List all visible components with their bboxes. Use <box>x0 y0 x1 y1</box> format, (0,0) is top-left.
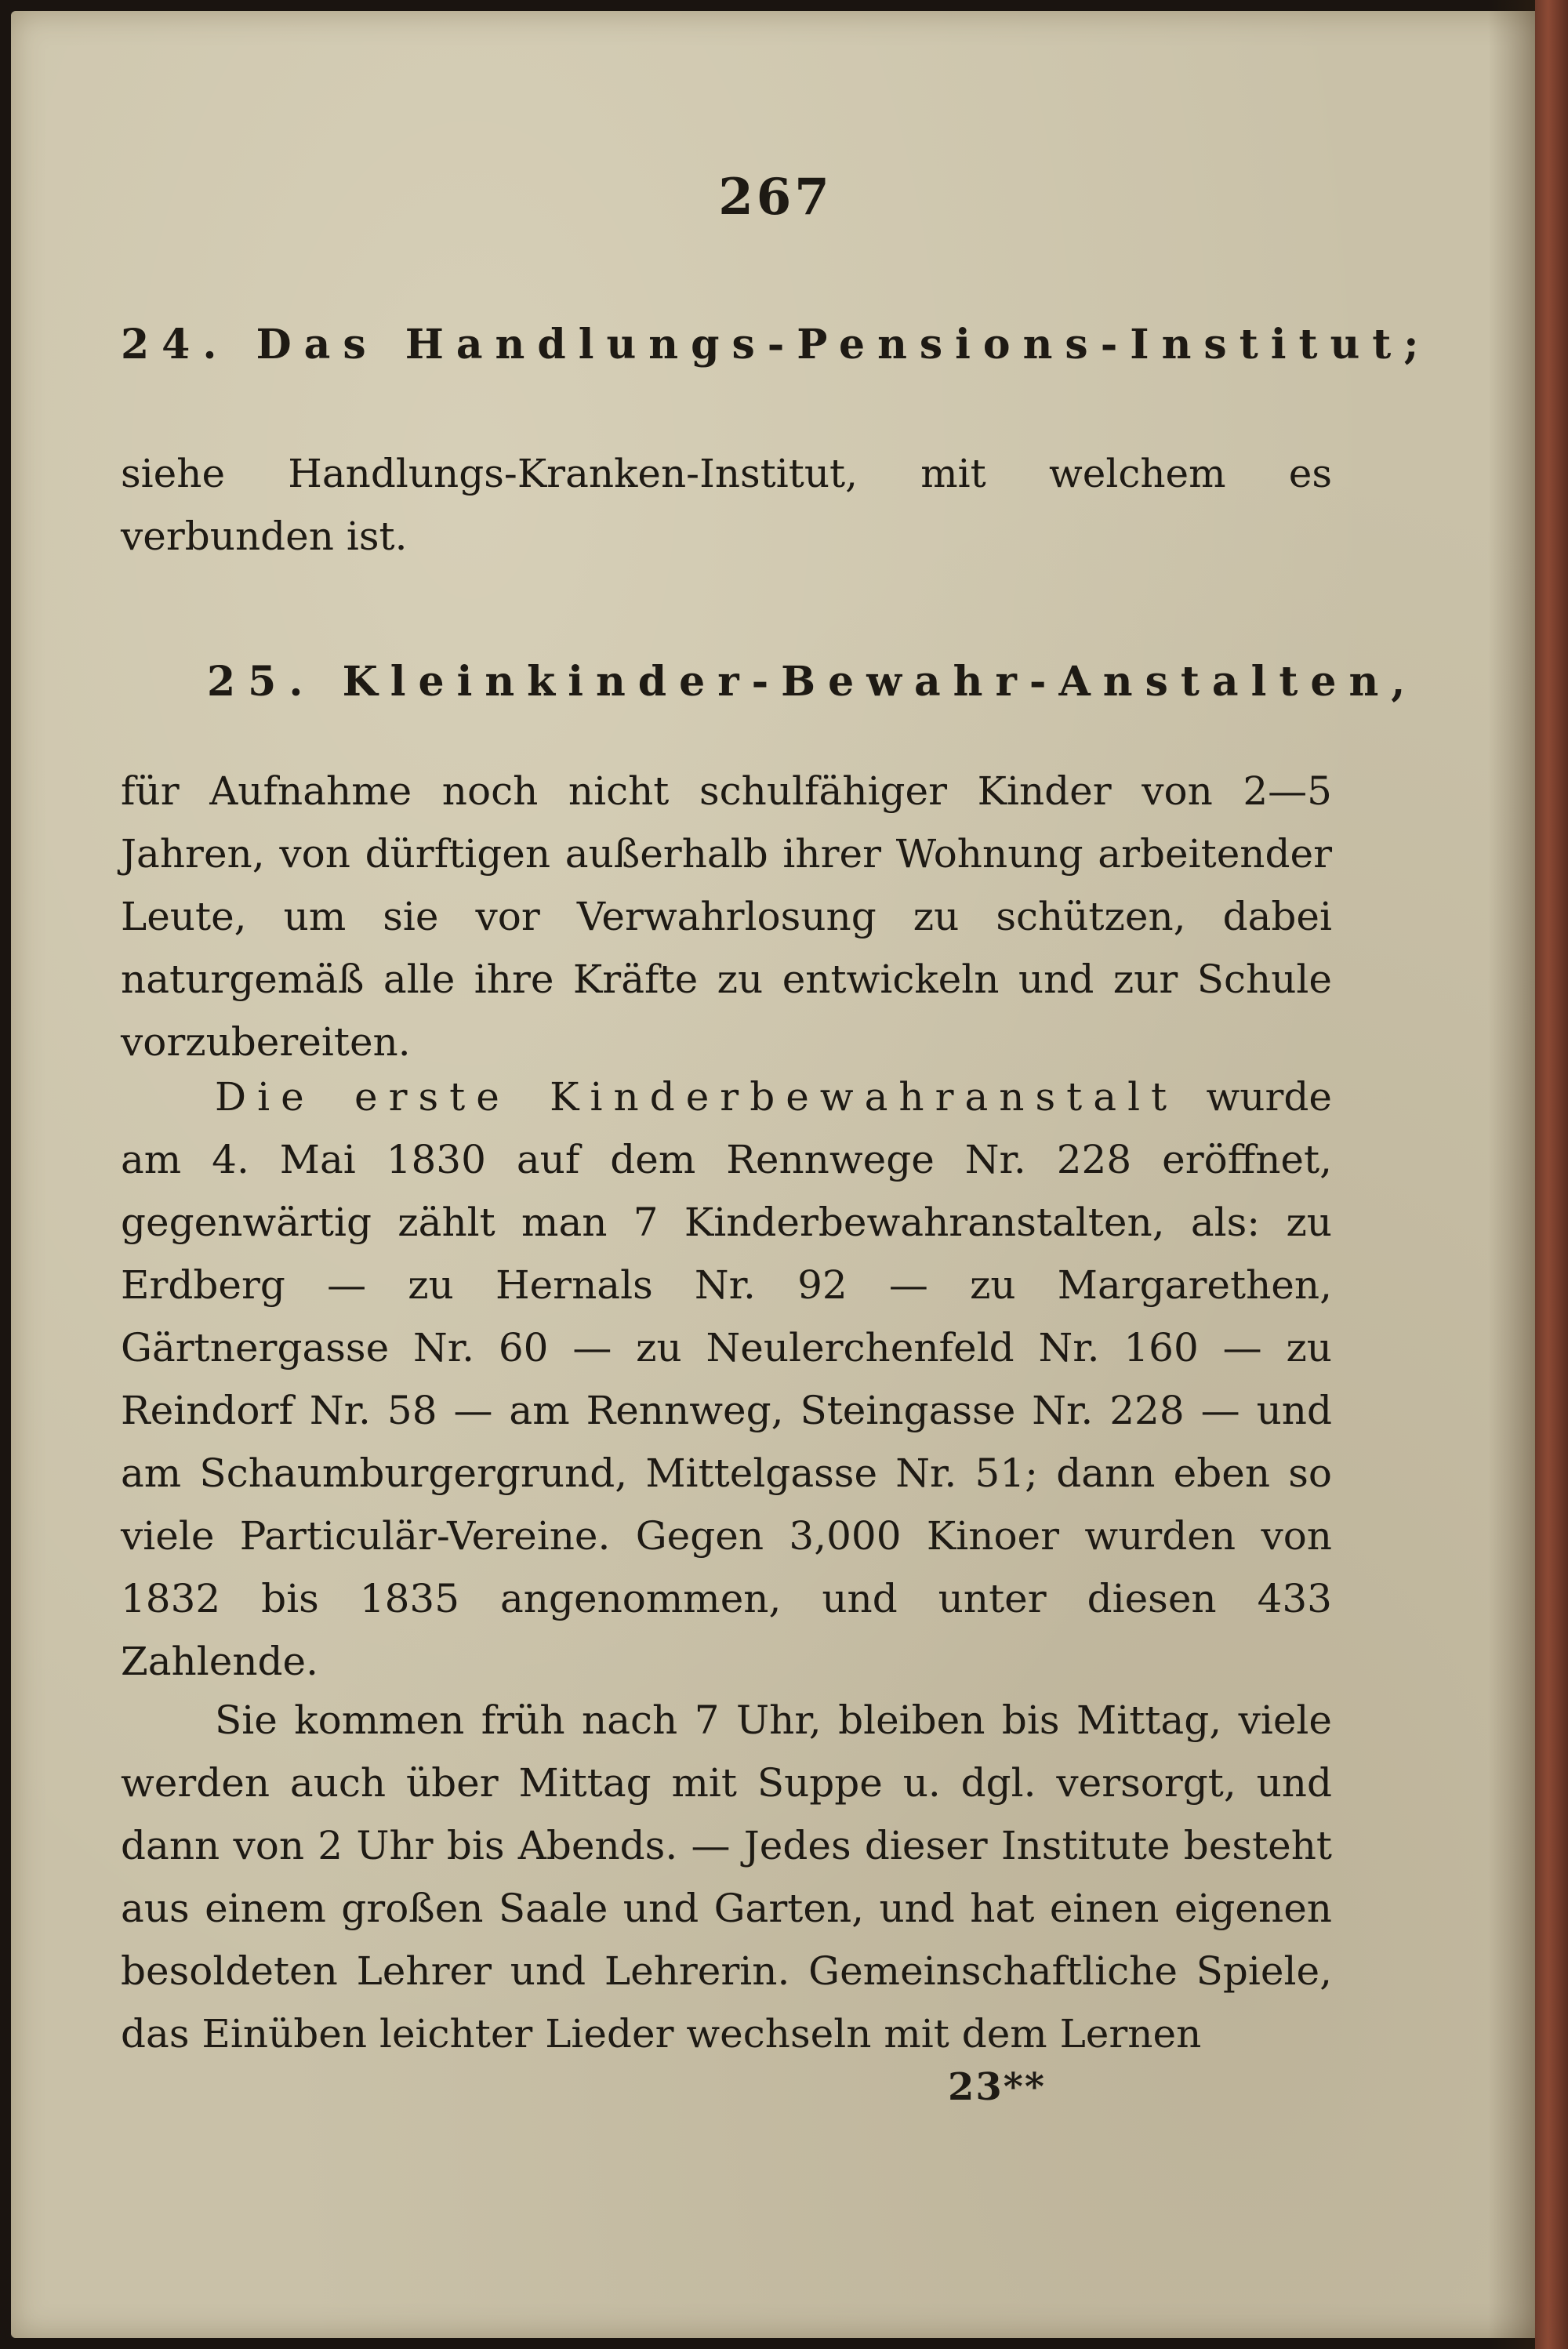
entry-24-heading: 24. Das Handlungs-Pensions-Institut; <box>121 321 1432 369</box>
entry-25-intro: für Aufnahme noch nicht schulfähiger Kinder von 2—5 Jahren, von dürftigen außerhalb ihrer Wohnung arbeitender Leute, um sie vor Verwahrlosung zu schützen, dabei naturgemäß alle ihre Kräfte zu entwickeln und zur Schule vorzubereiten. <box>121 768 1332 1065</box>
entry-24-body: siehe Handlungs-Kranken-Institut, mit welchem es verbunden ist. <box>121 451 1332 559</box>
spaced-emphasis: Die erste Kinderbewahranstalt <box>215 1074 1178 1120</box>
page-number: 267 <box>718 168 833 227</box>
paragraph-1-text: wurde am 4. Mai 1830 auf dem Rennwege Nr. 228 eröffnet, gegenwärtig zählt man 7 Kinderbewahranstalten, als: zu Erdberg — zu Hernals Nr. 92 — zu Margarethen, Gärtnergasse Nr. 60 — zu Neulerchenfeld Nr. 160 — zu Reindorf Nr. 58 — am Rennweg, Steingasse Nr. 228 — und am Schaumburgergrund, Mittelgasse Nr. 51; dann eben so viele Particulär-Vereine. Gegen 3,000 Kinoer wurden von 1832 bis 1835 angenommen, und unter diesen 433 Zahlende. <box>121 1074 1332 1684</box>
signature-mark: 23** <box>948 2065 1046 2109</box>
entry-25-paragraph-2: Sie kommen früh nach 7 Uhr, bleiben bis Mittag, viele werden auch über Mittag mit Suppe u. dgl. versorgt, und dann von 2 Uhr bis Abends. — Jedes dieser Institute besteht aus einem großen Saale und Garten, und hat einen eigenen besoldeten Lehrer und Lehrerin. Gemeinschaftliche Spiele, das Einüben leichter Lieder wechseln mit dem Lernen <box>121 1697 1332 2057</box>
spine-shadow <box>1488 0 1535 2349</box>
book-spine <box>1535 0 1568 2349</box>
entry-25-heading: 25. Kleinkinder-Bewahr-Anstalten, <box>207 658 1418 706</box>
entry-25-paragraph-1 <box>121 1066 1332 1693</box>
book-page <box>11 11 1544 2338</box>
